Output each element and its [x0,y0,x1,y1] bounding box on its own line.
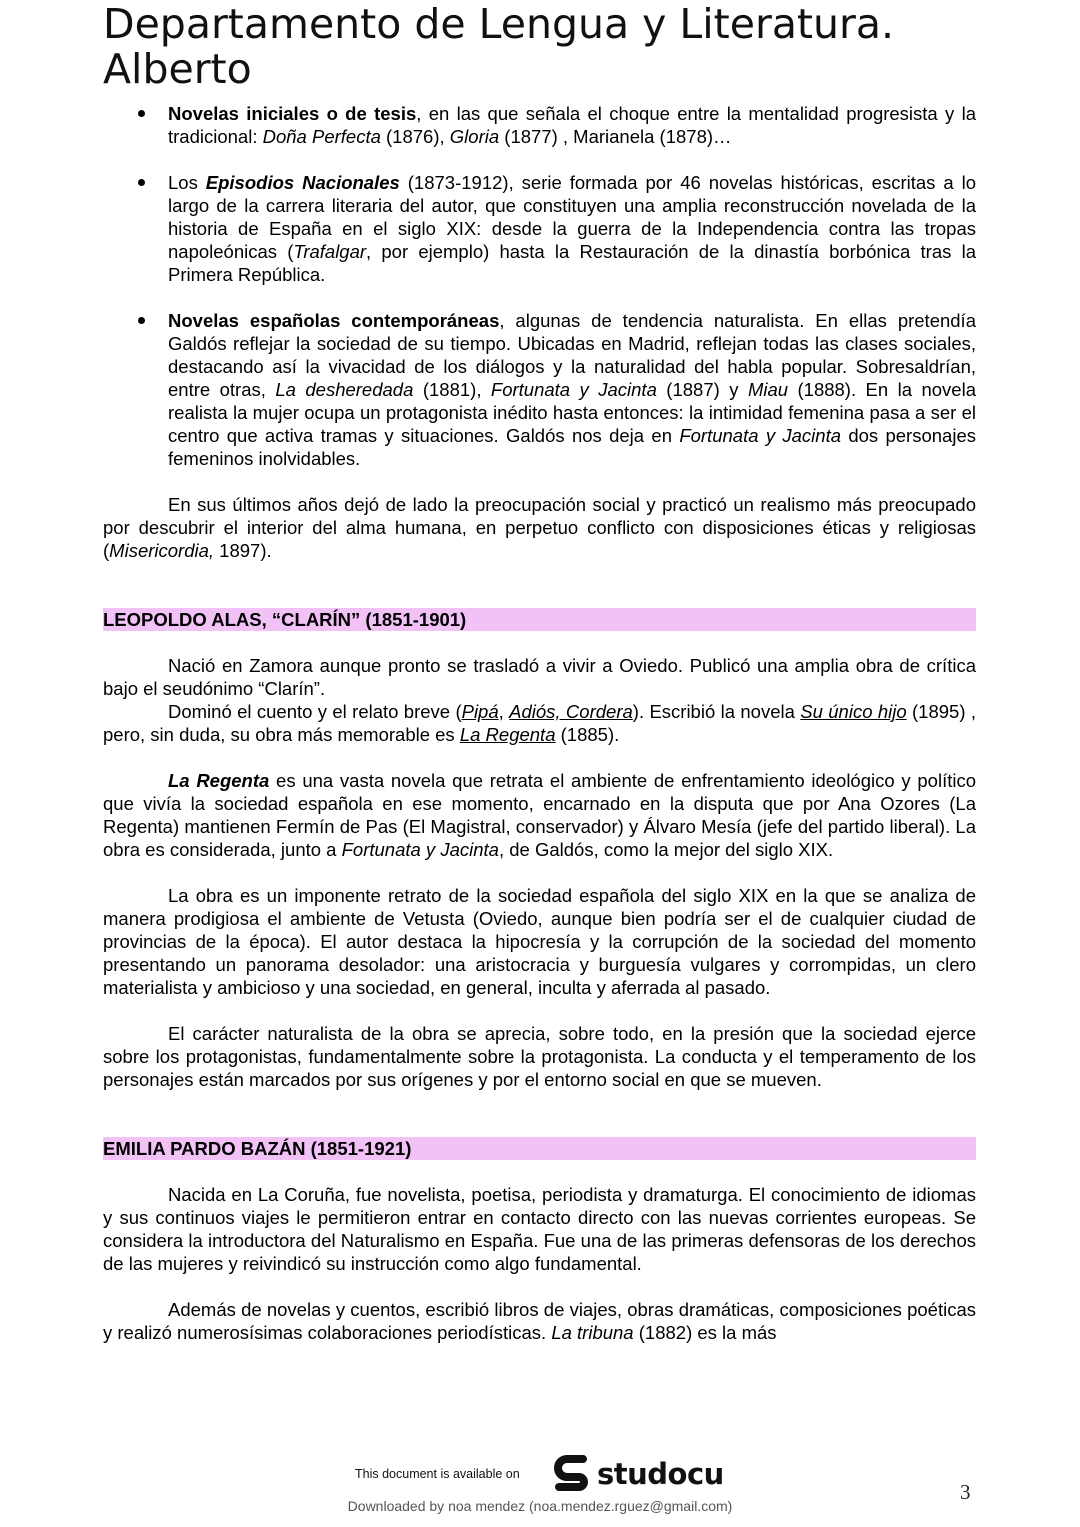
header-title-line1: Departamento de Lengua y Literatura. [103,0,895,48]
book-title: Miau [747,379,789,400]
paragraph: Además de novelas y cuentos, escribió libros de viajes, obras dramáticas, composiciones poéticas y realizó numerosísimas colaboraciones periodísticas. La tribuna (1882) es la más [103,1299,976,1343]
book-title: Fortunata y Jacinta [679,425,842,446]
book-title: Pipá [461,701,499,722]
paragraph: Nacida en La Coruña, fue novelista, poetisa, periodista y dramaturga. El conocimiento de idiomas y sus continuos viajes le permitieron entrar en contacto directo con las nuevas corrientes europeas. Se considera la introductora del Naturalismo en España. Fue una de las primeras defensoras de los derechos de las mujeres y reivindicó su instrucción como algo fundamental. [103,1184,976,1274]
studocu-wordmark: studocu [597,1457,724,1491]
book-title: Misericordia, [109,540,215,561]
header-title-line2: Alberto [103,45,252,93]
list-item: Novelas iniciales o de tesis, en las que señala el choque entre la mentalidad progresista y la tradicional: Doña Perfecta (1876), Gloria (1877) , Marianela (1878)… [103,102,976,148]
studocu-logo[interactable] [553,1452,724,1496]
book-title: Episodios Nacionales [205,172,400,193]
paragraph: La Regenta es una vasta novela que retrata el ambiente de enfrentamiento ideológico y político que vivía la sociedad española en ese momento, encarnado en la disputa que por Ana Ozores (La Regenta) mantienen Fermín de Pas (El Magistral, conservador) y Álvaro Mesía (jefe del partido liberal). La obra es considerada, junto a Fortunata y Jacinta, de Galdós, como la mejor del siglo XIX. [103,770,976,860]
section-heading-pardo-bazan: EMILIA PARDO BAZÁN (1851-1921) [103,1137,976,1160]
available-on-text: This document is available on [355,1467,520,1481]
book-title: Trafalgar [293,241,367,262]
studocu-mark-icon [553,1453,593,1495]
book-title: La Regenta [168,770,270,791]
book-title: La Regenta [459,724,556,745]
book-title: La tribuna [551,1322,634,1343]
list-item: Novelas españolas contemporáneas, algunas de tendencia naturalista. En ellas pretendía Galdós reflejar la sociedad de su tiempo. Ubicadas en Madrid, reflejan todas las clases sociales, destacando así la vivacidad de los diálogos y la naturalidad del habla popular. Sobresaldrían, entre otras, La desheredada (1881), Fortunata y Jacinta (1887) y Miau (1888). En la novela realista la mujer ocupa un protagonista inédito hasta entonces: la intimidad femenina pasa a ser el centro que activa tramas y situaciones. Galdós nos deja en Fortunata y Jacinta dos personajes femeninos inolvidables. [103,309,976,470]
paragraph: Nació en Zamora aunque pronto se trasladó a vivir a Oviedo. Publicó una amplia obra de crítica bajo el seudónimo “Clarín”. [103,655,976,699]
book-title: Su único hijo [800,701,907,722]
footer [0,1452,1080,1527]
document-header [103,2,1003,92]
galdos-novel-list [103,102,976,470]
book-title: Fortunata y Jacinta [490,379,657,400]
paragraph: El carácter naturalista de la obra se aprecia, sobre todo, en la presión que la sociedad ejerce sobre los protagonistas, fundamentalmente sobre la protagonista. La conducta y el temperamento de los personajes están marcados por sus orígenes y por el entorno social en que se mueven. [103,1023,976,1090]
book-title: Fortunata y Jacinta [341,839,499,860]
bold-term: Novelas iniciales o de tesis [168,103,417,124]
downloaded-by-text: Downloaded by noa mendez (noa.mendez.rguez@gmail.com) [347,1498,733,1514]
book-title: Doña Perfecta [262,126,381,147]
book-title: Adiós, Cordera [509,701,633,722]
section-heading-clarin: LEOPOLDO ALAS, “CLARÍN” (1851-1901) [103,608,976,631]
paragraph: En sus últimos años dejó de lado la preocupación social y practicó un realismo más preocupado por descubrir el interior del alma humana, en perpetuo conflicto con disposiciones éticas y religiosas (Misericordia, 1897). [103,494,976,561]
paragraph: Dominó el cuento y el relato breve (Pipá, Adiós, Cordera). Escribió la novela Su único hijo (1895) , pero, sin duda, su obra más memorable es La Regenta (1885). [103,701,977,745]
bold-term: Novelas españolas contemporáneas [168,310,500,331]
book-title: La desheredada [275,379,414,400]
paragraph: La obra es un imponente retrato de la sociedad española del siglo XIX en la que se analiza de manera prodigiosa el ambiente de Vetusta (Oviedo, aunque bien podría ser el de cualquier ciudad de provincias de la época). El autor destaca la hipocresía y la corrupción de la sociedad del momento presentando un panorama desolador: una aristocracia y burguesía vulgares y corrompidas, un clero materialista y ambicioso y una sociedad, en general, inculta y aferrada al pasado. [103,885,976,998]
document-body [103,102,976,1344]
list-item: Los Episodios Nacionales (1873-1912), serie formada por 46 novelas históricas, escritas a lo largo de la carrera literaria del autor, que constituyen una amplia reconstrucción novelada de la historia de España en el siglo XIX: desde la guerra de la Independencia contra las tropas napoleónicas (Trafalgar, por ejemplo) hasta la Restauración de la dinastía borbónica tras la Primera República. [103,171,976,286]
page-number: 3 [960,1480,971,1504]
book-title: Gloria [449,126,500,147]
